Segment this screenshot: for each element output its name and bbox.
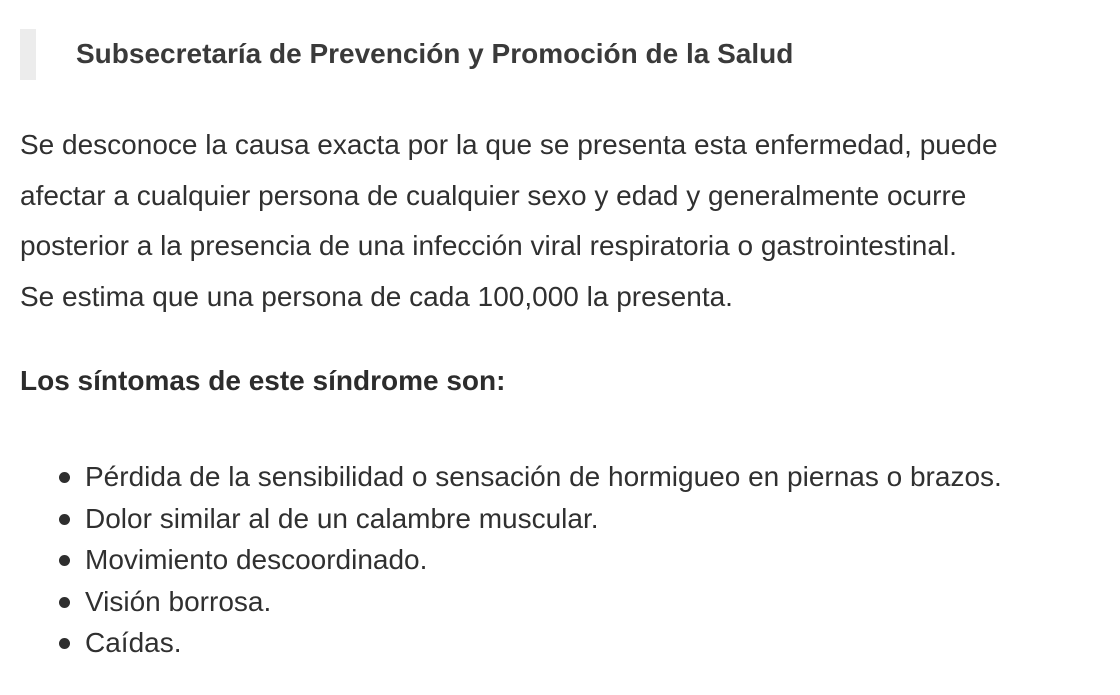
list-item-text: Pérdida de la sensibilidad o sensación de hormigueo en piernas o brazos. <box>85 461 1002 492</box>
bullet-icon <box>59 472 70 483</box>
bullet-icon <box>59 514 70 525</box>
source-attribution: Subsecretaría de Prevención y Promoción de la Salud <box>76 38 794 69</box>
bullet-icon <box>59 555 70 566</box>
symptoms-heading: Los síntomas de este síndrome son: <box>20 365 506 396</box>
paragraph-line: afectar a cualquier persona de cualquier sexo y edad y generalmente ocurre <box>20 179 967 211</box>
bullet-icon <box>59 638 70 649</box>
paragraph-line: posterior a la presencia de una infección viral respiratoria o gastrointestinal. <box>20 230 957 261</box>
list-item-text: Caídas. <box>85 627 182 658</box>
bullet-icon <box>59 597 70 608</box>
list-item <box>55 456 1002 498</box>
list-item-text: Dolor similar al de un calambre muscular. <box>85 502 599 534</box>
list-item-text: Movimiento descoordinado. <box>85 544 428 575</box>
quote-bar <box>20 29 36 80</box>
paragraph-line: Se estima que una persona de cada 100,000 la presenta. <box>20 280 733 312</box>
list-item <box>55 622 1002 664</box>
source-blockquote <box>20 28 793 80</box>
list-item-text: Visión borrosa. <box>85 585 272 617</box>
symptoms-list <box>55 456 1002 664</box>
description-paragraph <box>20 120 1100 322</box>
list-item <box>55 539 1002 581</box>
list-item <box>55 581 1002 623</box>
paragraph-line: Se desconoce la causa exacta por la que se presenta esta enfermedad, puede <box>20 129 998 160</box>
list-item <box>55 498 1002 540</box>
